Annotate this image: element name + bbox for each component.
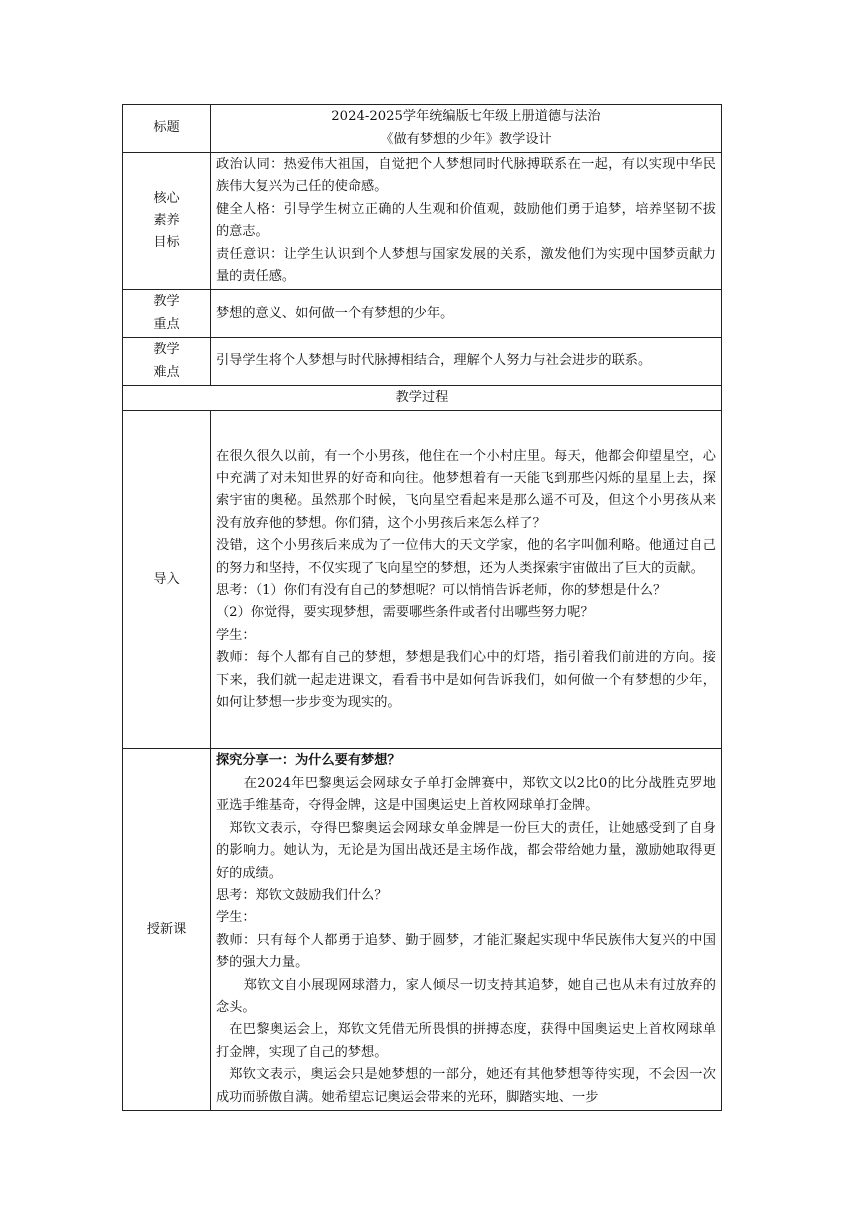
intro-row: [123, 411, 722, 749]
teaching-process-header: 教学过程: [123, 386, 722, 411]
core-literacy-item: 健全人格：引导学生树立正确的人生观和价值观，鼓励他们勇于追梦，培养坚韧不拔的意志。: [216, 201, 716, 240]
title-row: [123, 105, 722, 153]
teaching-difficulty-label: [123, 338, 211, 386]
core-literacy-item: 责任意识：让学生认识到个人梦想与国家发展的关系，激发他们为实现中国梦贡献力量的责任感。: [216, 246, 716, 285]
core-literacy-label-line: 核心: [153, 190, 180, 206]
new-lesson-paragraph: 教师：只有每个人都勇于追梦、勤于圆梦，才能汇聚起实现中华民族伟大复兴的中国梦的强大力量。: [216, 932, 716, 971]
new-lesson-paragraph: 在2024年巴黎奥运会网球女子单打金牌赛中，郑钦文以2比0的比分战胜克罗地亚选手维基奇，夺得金牌，这是中国奥运史上首枚网球单打金牌。: [216, 775, 716, 814]
section-heading: 探究分享一：为什么要有梦想？: [216, 753, 401, 769]
core-literacy-label-line: 素养: [153, 213, 180, 229]
core-literacy-row: [123, 153, 722, 290]
intro-paragraph: 教师：每个人都有自己的梦想，梦想是我们心中的灯塔，指引着我们前进的方向。接下来，我们就一起走进课文，看看书中是如何告诉我们，如何做一个有梦想的少年，如何让梦想一步步变为现实的。: [216, 650, 716, 710]
teaching-difficulty-row: [123, 338, 722, 386]
intro-paragraph: 思考：（1）你们有没有自己的梦想呢？可以悄悄告诉老师，你的梦想是什么？: [216, 582, 667, 598]
new-lesson-row: [123, 749, 722, 1111]
teaching-focus-content: 梦想的意义、如何做一个有梦想的少年。: [211, 290, 722, 338]
teaching-process-header-row: [123, 386, 722, 411]
new-lesson-label: 授新课: [123, 749, 211, 1111]
new-lesson-paragraph: 郑钦文表示，奥运会只是她梦想的一部分，她还有其他梦想等待实现，不会因一次成功而骄傲自满。她希望忘记奥运会带来的光环，脚踏实地、一步: [216, 1067, 716, 1105]
teaching-focus-label-line: 教学: [153, 294, 180, 310]
intro-paragraph: 没错，这个小男孩后来成为了一位伟大的天文学家，他的名字叫伽利略。他通过自己的努力和坚持，不仅实现了飞向星空的梦想，还为人类探索宇宙做出了巨大的贡献。: [216, 538, 716, 576]
new-lesson-paragraph: 学生：: [216, 910, 256, 926]
teaching-focus-label-line: 重点: [153, 316, 180, 332]
intro-paragraph: 学生：: [216, 627, 256, 643]
core-literacy-label: [123, 153, 211, 290]
new-lesson-paragraph: 郑钦文表示，夺得巴黎奥运会网球女单金牌是一份巨大的责任，让她感受到了自身的影响力。她认为，无论是为国出战还是主场作战，都会带给她力量，激励她取得更好的成绩。: [216, 820, 716, 881]
title-label: 标题: [123, 105, 211, 153]
document-title-line1: 2024-2025学年统编版七年级上册道德与法治: [331, 109, 601, 125]
intro-label: 导入: [123, 411, 211, 749]
teaching-difficulty-label-line: 教学: [153, 342, 180, 358]
core-literacy-content: [211, 153, 722, 290]
lesson-plan-table: [122, 104, 722, 1111]
teaching-difficulty-label-line: 难点: [153, 364, 180, 380]
teaching-difficulty-content: 引导学生将个人梦想与时代脉搏相结合，理解个人努力与社会进步的联系。: [211, 338, 722, 386]
document-title: [211, 105, 722, 153]
core-literacy-label-line: 目标: [153, 235, 180, 251]
intro-content: [211, 411, 722, 749]
intro-paragraph: 在很久很久以前，有一个小男孩，他住在一个小村庄里。每天，他都会仰望星空，心中充满了对未知世界的好奇和向往。他梦想着有一天能飞到那些闪烁的星星上去，探索宇宙的奥秘。虽然那个时候，飞向星空看起来是那么遥不可及，但这个小男孩从来没有放弃他的梦想。你们猜，这个小男孩后来怎么样了？: [216, 448, 716, 531]
intro-paragraph: （2）你觉得，要实现梦想，需要哪些条件或者付出哪些努力呢？: [216, 605, 594, 621]
core-literacy-item: 政治认同：热爱伟大祖国，自觉把个人梦想同时代脉搏联系在一起，有以实现中华民族伟大复兴为己任的使命感。: [216, 157, 716, 195]
teaching-focus-row: [123, 290, 722, 338]
teaching-focus-label: [123, 290, 211, 338]
new-lesson-paragraph: 在巴黎奥运会上，郑钦文凭借无所畏惧的拼搏态度，获得中国奥运史上首枚网球单打金牌，实现了自己的梦想。: [216, 1022, 716, 1060]
new-lesson-paragraph: 思考：郑钦文鼓励我们什么？: [216, 887, 388, 903]
new-lesson-content: [211, 749, 722, 1111]
new-lesson-paragraph: 郑钦文自小展现网球潜力，家人倾尽一切支持其追梦，她自己也从未有过放弃的念头。: [216, 977, 716, 1015]
document-title-line2: 《做有梦想的少年》教学设计: [380, 131, 552, 147]
